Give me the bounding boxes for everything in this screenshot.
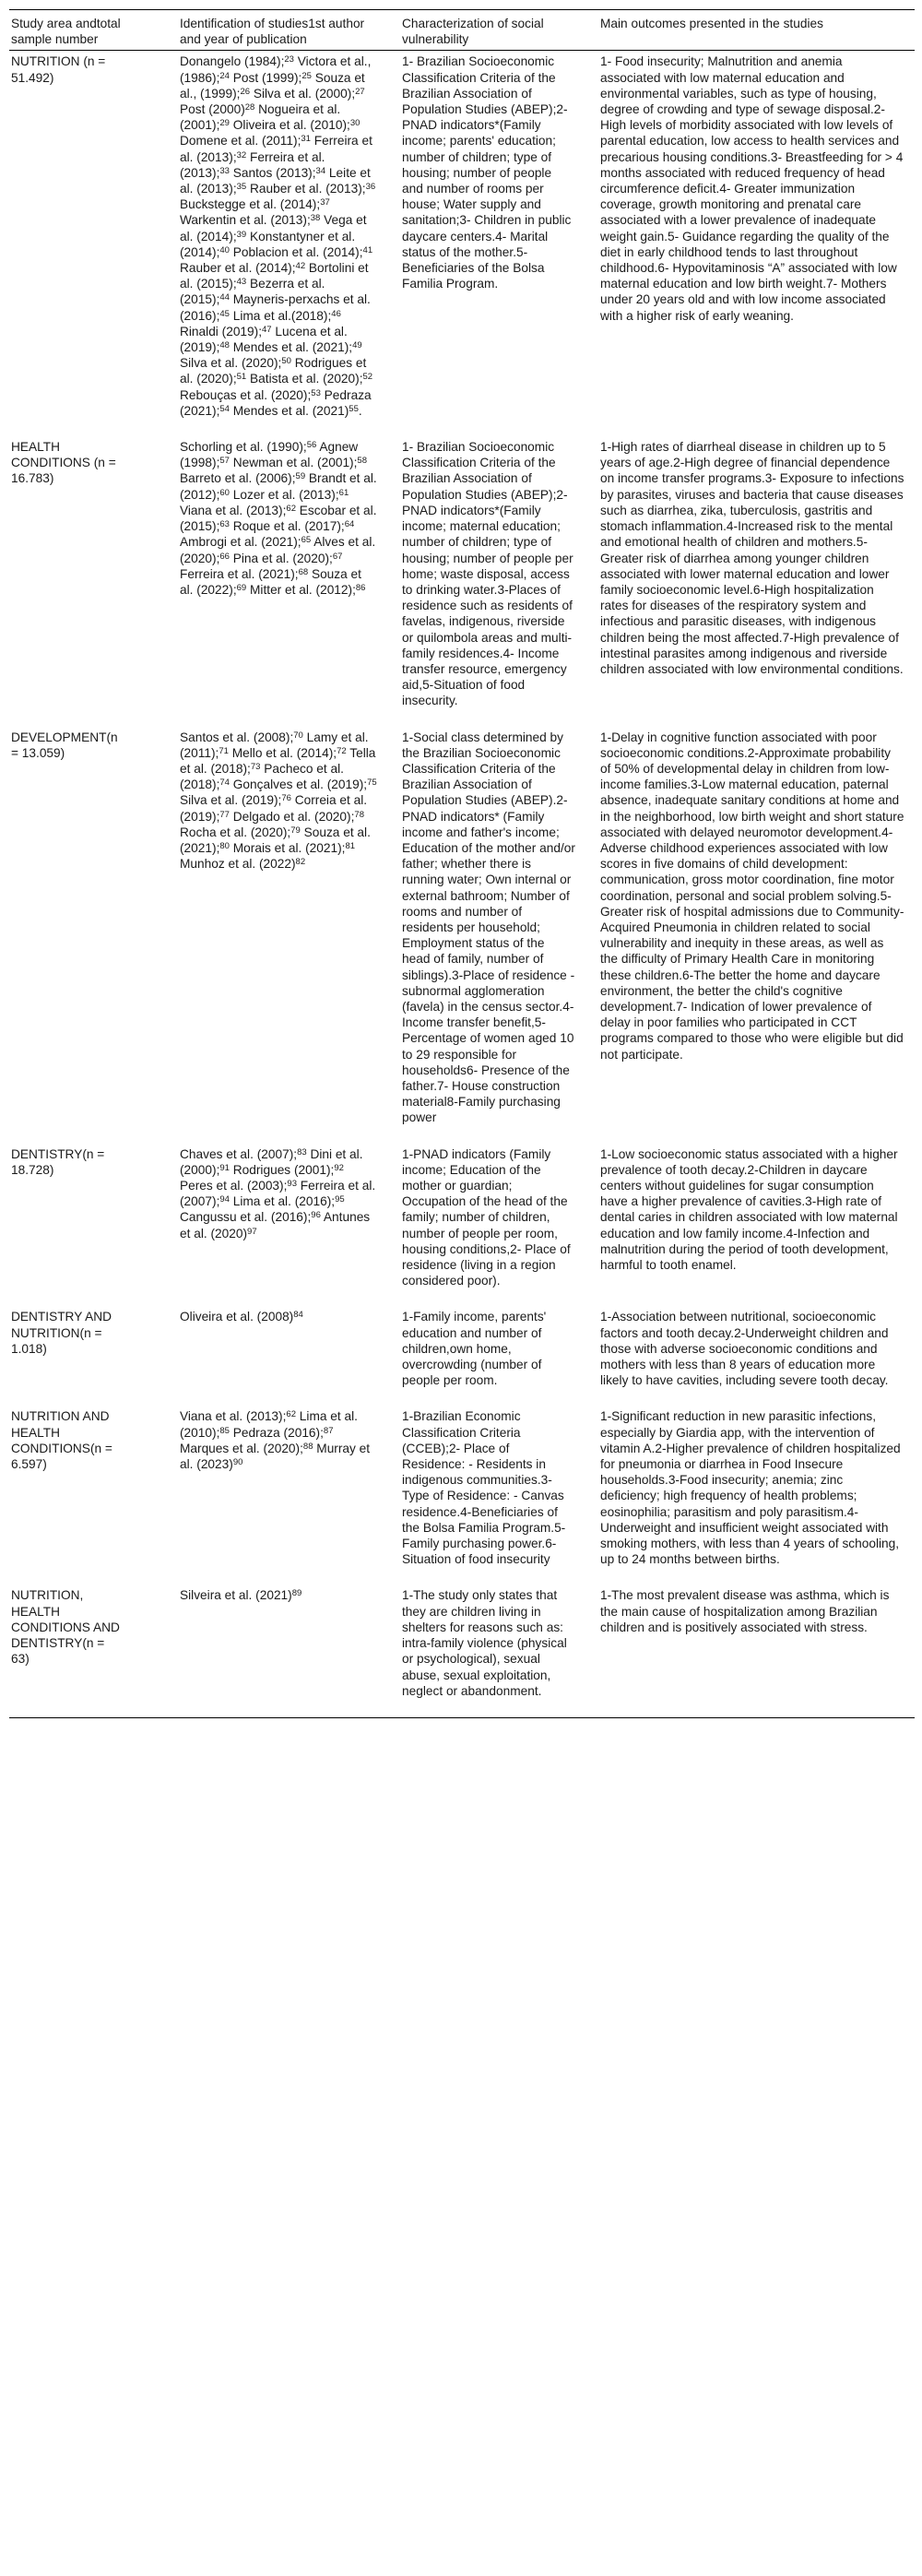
reference-number: 43	[236, 277, 247, 288]
reference-number: 25	[301, 70, 312, 81]
cell-vulnerability	[400, 1585, 598, 1717]
outcomes-text: 1-Delay in cognitive function associated with poor socioeconomic conditions.2-Approximate probability of 50% of developmental delay in children from low-income families.3-Low maternal education, paternal absence, inadequate sanitary conditions at home and in the neighborhood, low birth weight and short stature associated with delayed neuromotor development.4- Adverse childhood experiences associated with low scores in five domains of child development: communication, gross motor coordination, fine motor coordination, personal and social problem solving.5-Greater risk of hospital admissions due to Community-Acquired Pneumonia in children related to social vulnerability and inequity in these areas, as well as the difficulty of Primary Health Care in monitoring these children.6-The better the home and daycare environment, the better the child's cognitive development.7- Indication of lower prevalence of delay in poor families who participated in CCT programs compared to those who were eligible but did not participate.	[600, 730, 904, 1062]
study-citation: Oliveira et al. (2008)	[180, 1310, 294, 1324]
study-citation: Dini et al. (2000);	[180, 1146, 363, 1177]
sample-prefix: (n =	[89, 1441, 112, 1455]
study-citation: Mendes et al. (2021)	[229, 403, 349, 418]
cell-vulnerability	[400, 728, 598, 1145]
study-citation: Ferreira et al. (2007);	[180, 1179, 376, 1209]
study-citation: Lucena et al. (2019);	[180, 324, 348, 355]
reference-number: 29	[219, 118, 230, 129]
reference-number: 72	[337, 745, 347, 756]
sample-number: 6.597	[11, 1457, 43, 1472]
cell-vulnerability	[400, 1407, 598, 1585]
reference-number: 90	[232, 1457, 243, 1468]
study-citation: Souza et al. (2022);	[180, 566, 361, 597]
reference-number: 70	[293, 730, 303, 741]
reference-number: 57	[219, 456, 230, 467]
sample-number: 63	[11, 1652, 26, 1667]
reference-number: 44	[219, 292, 230, 303]
reference-number: 71	[219, 745, 229, 756]
cell-outcomes	[598, 1585, 915, 1717]
cell-studies	[178, 1307, 400, 1407]
reference-number: 94	[219, 1194, 230, 1205]
study-citation: Ambrogi et al. (2021);	[180, 535, 301, 550]
study-citation: Souza et al. (2021);	[180, 825, 371, 855]
study-citation: Donangelo (1984);	[180, 54, 285, 69]
study-citation: Murray et al. (2023)	[180, 1441, 371, 1472]
study-citation: Lozer et al. (2013);	[229, 487, 339, 502]
study-citation: Newman et al. (2001);	[229, 456, 358, 470]
reference-number: 92	[334, 1162, 344, 1173]
cell-study-area: NUTRITION AND HEALTH CONDITIONS(n = 6.597)	[11, 1409, 112, 1472]
reference-number: 47	[262, 324, 272, 335]
sample-prefix: (n =	[82, 1146, 105, 1161]
study-citation: Rodrigues et al. (2020);	[180, 356, 367, 386]
sample-number: 13.059	[21, 745, 61, 760]
reference-number: 79	[290, 825, 301, 836]
reference-number: 45	[219, 308, 230, 319]
study-citation: Pacheco et al. (2018);	[180, 761, 344, 792]
cell-vulnerability	[400, 1145, 598, 1308]
study-citation: Rauber et al. (2014);	[180, 261, 296, 276]
cell-study-area: HEALTH CONDITIONS (n = 16.783)	[11, 440, 116, 486]
table-row	[9, 728, 915, 1145]
table-row	[9, 1585, 915, 1717]
outcomes-text: 1- Food insecurity; Malnutrition and anemia associated with low maternal education and environmental variables, such as type of housing, degree of crowding and type of sewage disposal.2- High levels of morbidity associated with low levels of parental education, low access to health services and precarious housing conditions.3- Breastfeeding for > 4 months associated with reduced frequency of head circumference deficit.4- Greater immunization coverage, growth monitoring and prenatal care associated with a lower prevalence of inadequate weight gain.5- Guidance regarding the quality of the diet in early childhood tends to last throughout childhood.6- Hypovitaminosis “A” associated with low maternal education and low birth weight.7- Mothers under 20 years old and with low income associated with a higher risk of early weaning.	[600, 54, 904, 323]
header-identification: Identification of studies1st author and year of publication	[180, 17, 365, 47]
study-citation: Cangussu et al. (2016);	[180, 1210, 312, 1225]
study-area-name: DEVELOPMENT	[11, 730, 107, 744]
study-citation: Gonçalves et al. (2019);	[229, 778, 368, 792]
reference-number: 77	[219, 809, 230, 820]
cell-study-area: DENTISTRY AND NUTRITION(n = 1.018)	[11, 1310, 112, 1356]
study-citation: Mello et al. (2014);	[228, 745, 337, 760]
study-citation: Correia et al. (2019);	[180, 793, 368, 824]
vulnerability-text: 1- Brazilian Socioeconomic Classification Criteria of the Brazilian Association of Population Studies (ABEP);2-PNAD indicators*(Family income; parents' education; number of children; type of housing; number of people and number of rooms per house; Water supply and sanitation;3- Children in public daycare centers.4- Marital status of the mother.5- Beneficiaries of the Bolsa Familia Program.	[402, 54, 572, 291]
cell-studies	[178, 51, 400, 437]
study-area-name: DENTISTRY AND NUTRITION	[11, 1310, 112, 1340]
reference-number: 41	[362, 244, 373, 255]
outcomes-text: 1-Association between nutritional, socioeconomic factors and tooth decay.2-Underweight children and those with adverse socioeconomic conditions and mothers with less than 8 years of education more likely to have cavities, including severe tooth decay.	[600, 1310, 889, 1388]
study-citation: Pina et al. (2020);	[229, 551, 333, 565]
sample-number: 1.018	[11, 1341, 43, 1356]
reference-number: 24	[219, 70, 230, 81]
reference-number: 89	[291, 1588, 302, 1599]
reference-number: 53	[311, 387, 321, 398]
reference-number: 32	[236, 149, 247, 160]
reference-number: 66	[219, 551, 230, 562]
study-citation: Vega et al. (2014);	[180, 213, 367, 243]
study-citation: Rodrigues (2001);	[229, 1162, 335, 1177]
table-row	[9, 437, 915, 727]
cell-outcomes	[598, 1407, 915, 1585]
sample-prefix: (n =	[89, 456, 116, 470]
outcomes-text: 1-High rates of diarrheal disease in children up to 5 years of age.2-High degree of financial dependence on income transfer programs.3- Exposure to infections by parasites, viruses and bacteria that cause diseases such as diarrhea, zika, tuberculosis, gastritis and stomach inflammation.4-Increased risk to the mental and emotional health of children and mothers.5-Greater risk of diarrhea among younger children associated with lower maternal education and lower family socioeconomic level.6-High hospitalization rates for diseases of the respiratory system and infectious and parasitic diseases, with indigenous children being the most affected.7-High prevalence of intestinal parasites among indigenous and riverside children associated with low environmental conditions.	[600, 440, 904, 676]
reference-number: 64	[344, 519, 355, 530]
reference-number: 73	[250, 761, 261, 772]
study-area-name: NUTRITION AND HEALTH CONDITIONS	[11, 1409, 110, 1455]
study-citation: Schorling et al. (1990);	[180, 440, 307, 455]
study-citation: Bezerra et al. (2015);	[180, 277, 325, 307]
reference-number: 39	[236, 229, 247, 240]
study-citation: Santos (2013);	[229, 165, 316, 180]
table-header-row	[9, 10, 915, 51]
sample-prefix: (n =	[79, 54, 106, 69]
study-area-name: NUTRITION	[11, 54, 80, 69]
reference-number: 63	[219, 519, 230, 530]
study-citation: Munhoz et al. (2022)	[180, 857, 296, 872]
study-citation: Lamy et al. (2011);	[180, 730, 369, 760]
study-citation: Ferreira et al. (2021);	[180, 566, 299, 581]
study-area-name: DENTISTRY	[11, 1146, 83, 1161]
study-citation: Buckstegge et al. (2014);	[180, 197, 321, 212]
study-citation: Escobar et al. (2015);	[180, 503, 377, 534]
sample-number: 51.492	[11, 70, 50, 85]
vulnerability-text: 1-The study only states that they are children living in shelters for reasons such as: intra-family violence (physical or psychological), sexual abuse, sexual exploitation, neglect or abandonment.	[402, 1588, 567, 1698]
reference-number: 28	[244, 102, 255, 113]
reference-number: 27	[355, 86, 365, 97]
reference-number: 37	[320, 197, 330, 208]
table-row	[9, 1407, 915, 1585]
reference-number: 59	[295, 471, 306, 482]
reference-number: 62	[286, 1409, 296, 1420]
table-row	[9, 1145, 915, 1308]
study-citation: Bortolini et al. (2015);	[180, 261, 369, 291]
study-citation: Pedraza (2021);	[180, 387, 372, 418]
reference-number: 46	[331, 308, 341, 319]
reference-number: 93	[287, 1179, 297, 1190]
cell-study-area: DENTISTRY(n = 18.728)	[11, 1146, 105, 1177]
study-citation: Viana et al. (2013);	[180, 1409, 287, 1424]
study-citation: Silveira et al. (2021)	[180, 1588, 292, 1603]
reference-number: 36	[365, 182, 376, 193]
study-citation: Rinaldi (2019);	[180, 324, 263, 338]
reference-number: 85	[219, 1425, 230, 1436]
reference-number: 33	[219, 165, 230, 176]
study-citation: Post (2000)	[180, 102, 245, 117]
study-citation: Chaves et al. (2007);	[180, 1146, 298, 1161]
study-citation: Mitter et al. (2012);	[246, 582, 356, 597]
outcomes-text: 1-Low socioeconomic status associated with a higher prevalence of tooth decay.2-Children in daycare centers without guidelines for sugar consumption have a higher prevalence of cavities.3-High rate of dental caries in children associated with low maternal education and low family income.4-Infection and malnutrition during the period of tooth development, harmful to tooth enamel.	[600, 1146, 898, 1273]
reference-number: 31	[301, 134, 311, 145]
study-citation: .	[358, 403, 362, 418]
reference-number: 80	[219, 840, 230, 851]
study-citation: Delgado et al. (2020);	[229, 809, 355, 824]
reference-number: 54	[219, 403, 230, 414]
study-citation: Silva et al. (2019);	[180, 793, 282, 808]
cell-study-area: DEVELOPMENT(n = 13.059)	[11, 730, 118, 760]
reference-number: 52	[362, 372, 373, 383]
study-citation: Ferreira et al. (2013);	[180, 149, 325, 180]
study-citation: Lima et al.(2018);	[229, 308, 332, 323]
reference-number: 40	[219, 244, 230, 255]
study-citation: Mendes et al. (2021);	[229, 340, 353, 355]
study-citation: Ferreira et al. (2013);	[180, 134, 372, 164]
study-citation: Oliveira et al. (2010);	[229, 118, 350, 133]
table-row	[9, 1307, 915, 1407]
reference-number: 76	[281, 793, 291, 804]
outcomes-text: 1-The most prevalent disease was asthma, which is the main cause of hospitalization among Brazilian children and is positively associated with stress.	[600, 1588, 890, 1634]
reference-number: 88	[302, 1441, 313, 1452]
cell-vulnerability	[400, 51, 598, 437]
study-citation: Rocha et al. (2020);	[180, 825, 291, 839]
sample-prefix: (n =	[11, 730, 118, 760]
study-citation: Barreto et al. (2006);	[180, 471, 296, 486]
sample-number: 16.783	[11, 471, 50, 486]
study-citation: Roque et al. (2017);	[229, 519, 345, 534]
study-citation: Mayneris-perxachs et al. (2016);	[180, 292, 371, 323]
reference-number: 50	[281, 356, 291, 367]
cell-study-area: NUTRITION (n = 51.492)	[11, 54, 106, 85]
reference-number: 82	[295, 857, 306, 868]
reference-number: 75	[367, 778, 377, 789]
cell-studies	[178, 1585, 400, 1717]
sample-prefix: (n =	[79, 1325, 102, 1340]
reference-number: 67	[332, 551, 343, 562]
cell-vulnerability	[400, 1307, 598, 1407]
header-outcomes: Main outcomes presented in the studies	[600, 17, 823, 30]
reference-number: 69	[236, 582, 247, 593]
reference-number: 78	[354, 809, 364, 820]
reference-number: 23	[284, 54, 294, 65]
study-citation: Leite et al. (2013);	[180, 165, 371, 196]
study-citation: Warkentin et al. (2013);	[180, 213, 311, 228]
cell-study-area: NUTRITION, HEALTH CONDITIONS AND DENTISTRY(n = 63)	[11, 1588, 120, 1667]
study-area-name: HEALTH CONDITIONS	[11, 440, 90, 470]
study-citation: Marques et al. (2020);	[180, 1441, 303, 1455]
vulnerability-text: 1-PNAD indicators (Family income; Education of the mother or guardian; Occupation of the head of the family; number of children, number of people per room, housing conditions,2- Place of residence (living in a region considered poor).	[402, 1146, 571, 1288]
reference-number: 60	[219, 487, 230, 498]
study-citation: Alves et al. (2020);	[180, 535, 376, 565]
reference-number: 30	[349, 118, 361, 129]
cell-outcomes	[598, 437, 915, 727]
outcomes-text: 1-Significant reduction in new parasitic infections, especially by Giardia app, with the intervention of vitamin A.2-Higher prevalence of children hospitalized for pneumonia or diarrhea in Food Insecure households.3-Food insecurity; anemia; zinc deficiency; high frequency of health problems; eosinophilia; parasitism and poly parasitism.4-Underweight and insufficient weight associated with smoking mothers, with less than 4 years of schooling, up to 24 months between births.	[600, 1409, 901, 1567]
reference-number: 65	[301, 535, 312, 546]
table-row	[9, 51, 915, 437]
cell-outcomes	[598, 1145, 915, 1308]
reference-number: 87	[323, 1425, 334, 1436]
study-citation: Silva et al. (2000);	[250, 86, 356, 101]
study-citation: Antunes et al. (2020)	[180, 1210, 371, 1241]
study-citation: Viana et al. (2013);	[180, 503, 287, 517]
study-citation: Brandt et al. (2012);	[180, 471, 377, 502]
reference-number: 26	[240, 86, 251, 97]
study-area-name: NUTRITION, HEALTH CONDITIONS AND DENTISTRY	[11, 1588, 120, 1651]
reference-number: 62	[286, 503, 296, 514]
study-citation: Santos et al. (2008);	[180, 730, 294, 744]
study-citation: Nogueira et al. (2001);	[180, 102, 341, 133]
cell-outcomes	[598, 51, 915, 437]
study-citation: Morais et al. (2021);	[229, 840, 346, 855]
table-body	[9, 51, 915, 1718]
reference-number: 96	[311, 1210, 321, 1221]
vulnerability-text: 1-Family income, parents' education and number of children,own home, overcrowding (number of people per room.	[402, 1310, 547, 1388]
reference-number: 56	[306, 440, 317, 451]
study-citation: Souza et al., (1999);	[180, 70, 365, 101]
study-citation: Victora et al., (1986);	[180, 54, 372, 85]
study-citation: Rauber et al. (2013);	[246, 182, 366, 196]
reference-number: 74	[219, 778, 230, 789]
cell-outcomes	[598, 1307, 915, 1407]
study-citation: Post (1999);	[229, 70, 302, 85]
study-citation: Lima et al. (2010);	[180, 1409, 358, 1440]
header-study-area: Study area andtotal sample number	[11, 17, 121, 47]
vulnerability-text: 1-Brazilian Economic Classification Criteria (CCEB);2- Place of Residence: - Residents in indigenous communities.3- Type of Residence: - Canvas residence.4-Beneficiaries of the Bolsa Familia Program.5- Family purchasing power.6-Situation of food insecurity	[402, 1409, 566, 1567]
reference-number: 83	[297, 1146, 307, 1157]
cell-vulnerability	[400, 437, 598, 727]
study-citation: Pedraza (2016);	[229, 1425, 324, 1440]
cell-studies	[178, 437, 400, 727]
reference-number: 86	[355, 582, 366, 593]
header-vulnerability: Characterization of social vulnerability	[402, 17, 544, 47]
cell-studies	[178, 1407, 400, 1585]
reference-number: 68	[298, 566, 309, 577]
reference-number: 55	[349, 403, 359, 414]
study-citation: Konstantyner et al. (2014);	[180, 229, 356, 259]
reference-number: 58	[357, 456, 367, 467]
cell-studies	[178, 728, 400, 1145]
study-citation: Agnew (1998);	[180, 440, 359, 470]
sample-number: 18.728	[11, 1162, 50, 1177]
study-citation: Tella et al. (2018);	[180, 745, 376, 776]
study-citation: Domene et al. (2011);	[180, 134, 301, 148]
reference-number: 48	[219, 340, 230, 351]
reference-number: 49	[352, 340, 362, 351]
vulnerability-text: 1-Social class determined by the Brazilian Socioeconomic Classification Criteria of the Brazilian Association of Population Studies (ABEP).2- PNAD indicators* (Family income and father's income; Education of the mother and/or father; whether there is running water; Own internal or external bathroom; Number of rooms and number of residents per household; Employment status of the head of family, number of siblings).3-Place of residence - subnormal agglomeration (favela) in the census sector.4-Income transfer benefit,5-Percentage of women aged 10 to 29 responsible for households6- Presence of the father.7- House construction material8-Family purchasing power	[402, 730, 575, 1125]
reference-number: 35	[236, 182, 247, 193]
reference-number: 97	[247, 1226, 257, 1237]
reference-number: 34	[315, 165, 326, 176]
reference-number: 38	[310, 213, 321, 224]
cell-outcomes	[598, 728, 915, 1145]
study-citation: Batista et al. (2020);	[246, 372, 363, 386]
study-citation: Poblacion et al. (2014);	[229, 244, 363, 259]
study-citation: Lima et al. (2016);	[229, 1194, 336, 1209]
vulnerability-text: 1- Brazilian Socioeconomic Classification Criteria of the Brazilian Association of Population Studies (ABEP);2-PNAD indicators*(Family income; maternal education; number of children; type of housing; number of people per home; waste disposal, access to drinking water.3-Places of residence such as residents of favelas, indigenous, riverside or quilombola areas and multi-family residences.4- Income transfer resource, emergency aid,5-Situation of food insecurity.	[402, 440, 573, 708]
reference-number: 84	[293, 1310, 303, 1321]
reference-number: 81	[345, 840, 356, 851]
study-citation: Peres et al. (2003);	[180, 1179, 288, 1193]
study-citation: Silva et al. (2020);	[180, 356, 282, 371]
cell-studies	[178, 1145, 400, 1308]
study-citation: Rebouças et al. (2020);	[180, 387, 312, 402]
reference-number: 61	[338, 487, 349, 498]
reference-number: 51	[236, 372, 247, 383]
reference-number: 91	[219, 1162, 230, 1173]
reference-number: 95	[335, 1194, 345, 1205]
studies-table	[9, 9, 915, 1718]
reference-number: 42	[295, 261, 306, 272]
sample-prefix: (n =	[82, 1636, 105, 1651]
